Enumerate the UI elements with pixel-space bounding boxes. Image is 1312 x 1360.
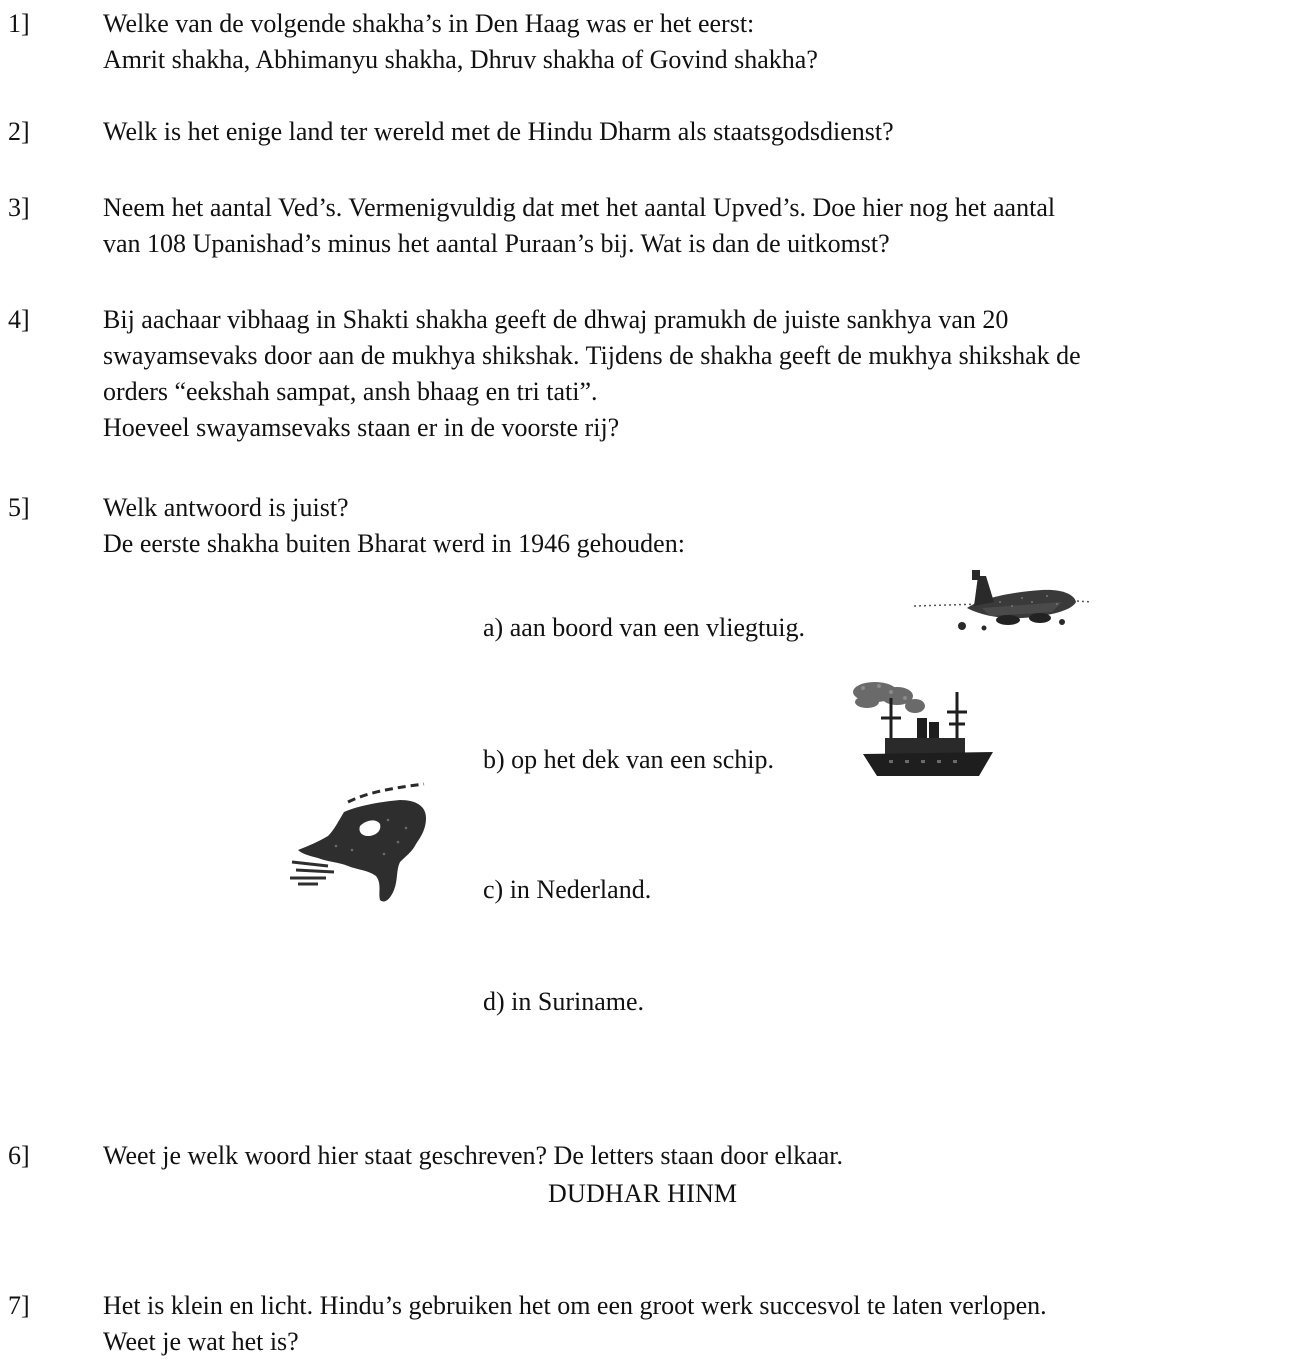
- question-number: 1]: [8, 9, 30, 38]
- question-text: [103, 1138, 1303, 1174]
- question-number: 2]: [8, 117, 30, 146]
- question-line: Amrit shakha, Abhimanyu shakha, Dhruv shakha of Govind shakha?: [103, 45, 818, 74]
- question-line: Hoeveel swayamsevaks staan er in de voorste rij?: [103, 413, 620, 442]
- question-number: 4]: [8, 305, 30, 334]
- question-text: [103, 6, 1303, 78]
- airplane-icon: [912, 562, 1094, 636]
- question-line: Weet je welk woord hier staat geschreven? De letters staan door elkaar.: [103, 1141, 844, 1170]
- answer-option-c: c) in Nederland.: [483, 875, 652, 904]
- answer-option-b: b) op het dek van een schip.: [483, 745, 774, 774]
- scrambled-word: DUDHAR HINM: [548, 1179, 738, 1208]
- question-line: Neem het aantal Ved’s. Vermenigvuldig dat met het aantal Upved’s. Doe hier nog het aantal: [103, 193, 1056, 222]
- steamship-icon: [845, 678, 995, 778]
- question-line: Welke van de volgende shakha’s in Den Haag was er het eerst:: [103, 9, 755, 38]
- question-line: Welk is het enige land ter wereld met de Hindu Dharm als staatsgodsdienst?: [103, 117, 894, 146]
- question-line: Welk antwoord is juist?: [103, 493, 349, 522]
- question-line: Weet je wat het is?: [103, 1327, 299, 1356]
- question-text: [103, 490, 1303, 562]
- question-line: Bij aachaar vibhaag in Shakti shakha geeft de dhwaj pramukh de juiste sankhya van 20: [103, 305, 1009, 334]
- question-number: 3]: [8, 193, 30, 222]
- question-number: 6]: [8, 1141, 30, 1170]
- question-line: van 108 Upanishad’s minus het aantal Puraan’s bij. Wat is dan de uitkomst?: [103, 229, 890, 258]
- question-text: [103, 302, 1303, 446]
- question-text: [103, 114, 1303, 150]
- question-number: 7]: [8, 1291, 30, 1320]
- question-number: 5]: [8, 493, 30, 522]
- netherlands-map-icon: [288, 770, 436, 906]
- question-line: orders “eekshah sampat, ansh bhaag en tri tati”.: [103, 377, 598, 406]
- answer-option-a: a) aan boord van een vliegtuig.: [483, 613, 805, 642]
- question-line: swayamsevaks door aan de mukhya shikshak. Tijdens de shakha geeft de mukhya shikshak de: [103, 341, 1081, 370]
- question-text: [103, 190, 1303, 262]
- answer-option-d: d) in Suriname.: [483, 987, 645, 1016]
- question-line: Het is klein en licht. Hindu’s gebruiken het om een groot werk succesvol te laten verlopen.: [103, 1291, 1047, 1320]
- question-line: De eerste shakha buiten Bharat werd in 1946 gehouden:: [103, 529, 685, 558]
- question-text: [103, 1288, 1303, 1360]
